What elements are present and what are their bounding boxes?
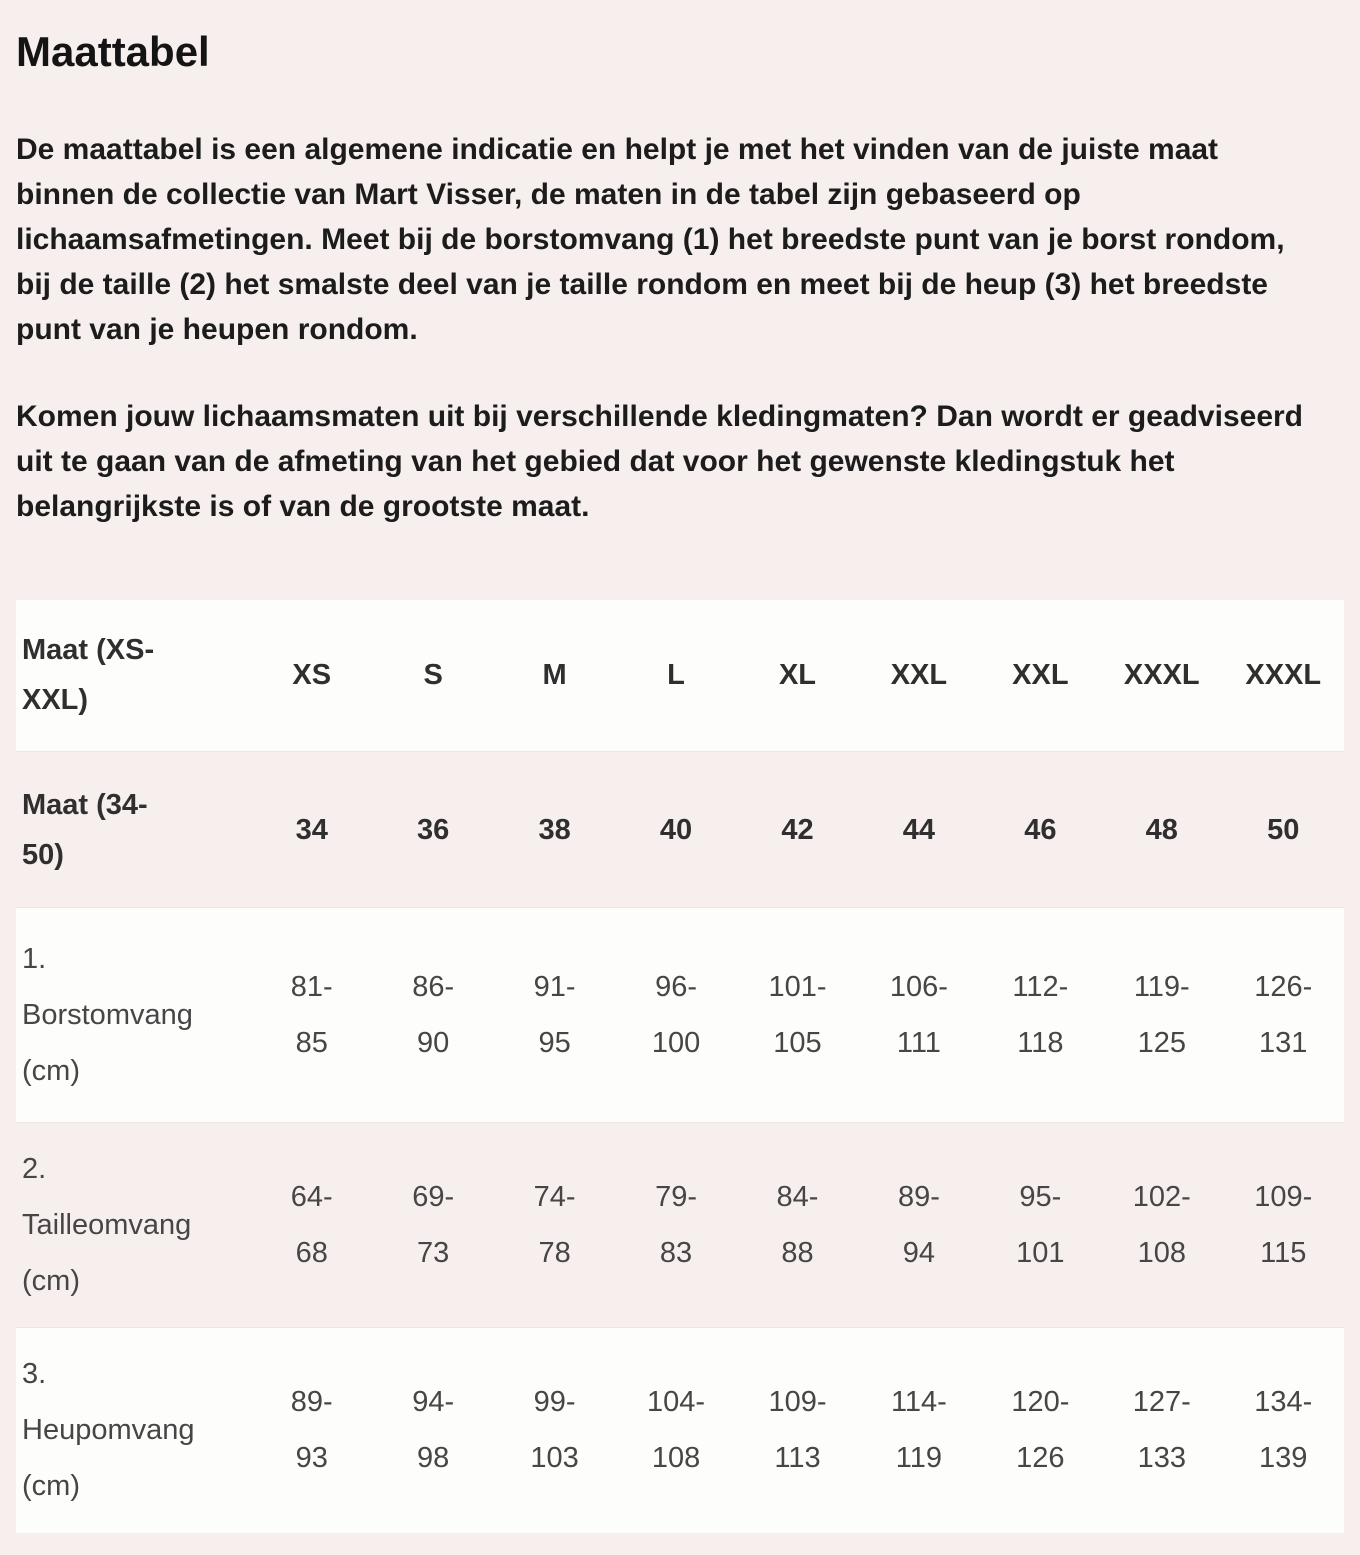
size-cell-line: 96- [655, 971, 697, 1003]
size-cell-line: 91- [533, 971, 576, 1003]
size-cell-line: 94 [902, 1237, 936, 1269]
size-cell-line: 95 [538, 1027, 571, 1059]
size-cell-line: 113 [774, 1442, 821, 1475]
size-cell: S [423, 659, 443, 692]
row-label-line: (cm) [22, 1265, 80, 1297]
size-cell [372, 908, 493, 1123]
size-cell: XXL [890, 659, 948, 692]
table-row [16, 908, 1344, 1123]
size-cell [494, 1328, 615, 1533]
size-cell-line: 105 [773, 1027, 822, 1059]
size-cell [1101, 908, 1222, 1123]
size-cell: XS [292, 659, 332, 692]
size-cell: 48 [1101, 752, 1222, 908]
size-cell-line: 98 [417, 1442, 450, 1475]
size-cell-line: 106- [889, 971, 948, 1003]
row-label [16, 908, 251, 1123]
size-cell [494, 1123, 615, 1328]
size-cell-line: 118 [1017, 1027, 1064, 1059]
size-cell-line: 120- [1011, 1386, 1070, 1419]
size-cell: XXXL [1123, 659, 1200, 692]
size-cell [615, 1123, 736, 1328]
size-cell-line: 85 [295, 1027, 328, 1059]
size-cell-line: 103 [530, 1442, 579, 1475]
size-cell-line: 74- [533, 1181, 576, 1213]
size-cell: XXXL [1245, 659, 1322, 692]
size-cell-line: 81- [290, 971, 333, 1003]
size-cell [251, 908, 372, 1123]
size-cell-line: 109- [768, 1386, 827, 1419]
size-cell-line: 79- [655, 1181, 697, 1213]
row-label [16, 1328, 251, 1533]
size-cell-line: 100 [651, 1027, 701, 1059]
size-cell-line: 90 [417, 1027, 450, 1059]
size-cell [615, 908, 736, 1123]
size-cell [737, 908, 858, 1123]
size-cell-line: 104- [647, 1386, 706, 1419]
size-cell-line: 119- [1133, 971, 1190, 1003]
size-cell [858, 1328, 979, 1533]
size-cell-line: 68 [295, 1237, 328, 1269]
size-cell-line: 101- [768, 971, 827, 1003]
size-cell-line: 133 [1137, 1442, 1186, 1475]
row-label-line: 3. [22, 1358, 47, 1391]
row-label-line: (cm) [22, 1055, 80, 1087]
size-cell: 42 [737, 752, 858, 908]
row-label-line: Maat (XS- [22, 634, 155, 667]
size-cell [251, 1123, 372, 1328]
size-cell-line: 111 [896, 1027, 941, 1059]
size-cell-line: 139 [1259, 1442, 1308, 1475]
size-cell-line: 101 [1016, 1237, 1065, 1269]
table-row [16, 1123, 1344, 1328]
size-cell [858, 908, 979, 1123]
row-label [16, 600, 251, 752]
row-label-line: (cm) [22, 1470, 80, 1503]
size-cell-line: 89- [897, 1181, 940, 1213]
size-cell: 46 [980, 752, 1101, 908]
size-cell-line: 73 [417, 1237, 450, 1269]
size-cell-line: 109- [1254, 1181, 1313, 1213]
size-cell-line: 131 [1259, 1027, 1308, 1059]
size-cell [1223, 908, 1345, 1123]
size-cell-line: 115 [1260, 1237, 1307, 1269]
size-cell-line: 112- [1012, 971, 1069, 1003]
size-table-body [16, 600, 1344, 1533]
table-row [16, 1328, 1344, 1533]
size-cell [1101, 1328, 1222, 1533]
size-cell-line: 102- [1132, 1181, 1191, 1213]
size-cell-line: 84- [776, 1181, 819, 1213]
size-cell: 44 [858, 752, 979, 908]
size-cell-line: 89- [290, 1386, 333, 1419]
row-label-line: XXL) [22, 684, 89, 717]
size-cell [251, 1328, 372, 1533]
size-cell-line: 86- [412, 971, 455, 1003]
size-cell: 40 [615, 752, 736, 908]
size-cell [372, 1123, 493, 1328]
row-label-line: 50) [22, 838, 64, 871]
size-cell: 50 [1223, 752, 1345, 908]
size-cell: XL [778, 659, 816, 692]
page-title: Maattabel [16, 28, 210, 75]
table-row [16, 752, 1344, 908]
size-table [16, 600, 1344, 1533]
size-cell-line: 69- [412, 1181, 455, 1213]
size-cell [980, 908, 1101, 1123]
row-label-line: Borstomvang [22, 999, 193, 1031]
row-label-line: 2. [22, 1153, 47, 1185]
intro-paragraph-1: De maattabel is een algemene indicatie en helpt je met het vinden van de juiste maat binnen de collectie van Mart Visser, de maten in de tabel zijn gebaseerd op lichaamsafmetingen. Meet bij de borstomvang (1) het breedste punt van je borst rondom, bij de taille (2) het smalste deel van je taille rondom en meet bij de heup (3) het breedste punt van je heupen rondom. [16, 132, 1285, 346]
size-cell-line: 93 [295, 1442, 328, 1475]
size-cell-line: 126- [1254, 971, 1313, 1003]
size-cell [1223, 1123, 1345, 1328]
size-cell-line: 88 [781, 1237, 814, 1269]
size-cell: 36 [372, 752, 493, 908]
size-cell [372, 1328, 493, 1533]
size-cell [980, 1123, 1101, 1328]
size-cell-line: 108 [1137, 1237, 1186, 1269]
size-cell-line: 108 [651, 1442, 701, 1475]
size-cell [737, 1328, 858, 1533]
row-label-line: Maat (34- [22, 788, 148, 821]
row-label-line: 1. [22, 943, 47, 975]
size-cell [1101, 1123, 1222, 1328]
size-cell: XXL [1012, 659, 1069, 692]
size-cell-line: 95- [1019, 1181, 1062, 1213]
size-cell: 38 [494, 752, 615, 908]
size-cell [858, 1123, 979, 1328]
size-cell: L [667, 659, 685, 692]
size-cell-line: 64- [290, 1181, 333, 1213]
size-cell-line: 99- [533, 1386, 576, 1419]
size-cell-line: 114- [890, 1386, 947, 1419]
size-cell-line: 78 [538, 1237, 571, 1269]
size-cell [494, 908, 615, 1123]
size-cell [615, 1328, 736, 1533]
size-cell-line: 125 [1137, 1027, 1186, 1059]
row-label [16, 752, 251, 908]
size-cell-line: 134- [1254, 1386, 1313, 1419]
size-cell-line: 83 [659, 1237, 693, 1269]
size-cell: M [542, 659, 567, 692]
table-row [16, 600, 1344, 752]
size-cell: 34 [251, 752, 372, 908]
row-label-line: Tailleomvang [22, 1209, 192, 1241]
size-cell [1223, 1328, 1345, 1533]
intro-paragraph-2: Komen jouw lichaamsmaten uit bij verschillende kledingmaten? Dan wordt er geadviseerd uit te gaan van de afmeting van het gebied dat voor het gewenste kledingstuk het belangrijkste is of van de grootste maat. [16, 399, 1303, 523]
size-cell [980, 1328, 1101, 1533]
size-cell-line: 127- [1132, 1386, 1191, 1419]
size-cell-line: 119 [895, 1442, 943, 1475]
row-label [16, 1123, 251, 1328]
size-cell-line: 126 [1016, 1442, 1065, 1475]
size-cell-line: 94- [412, 1386, 455, 1419]
row-label-line: Heupomvang [22, 1414, 195, 1447]
size-cell [737, 1123, 858, 1328]
